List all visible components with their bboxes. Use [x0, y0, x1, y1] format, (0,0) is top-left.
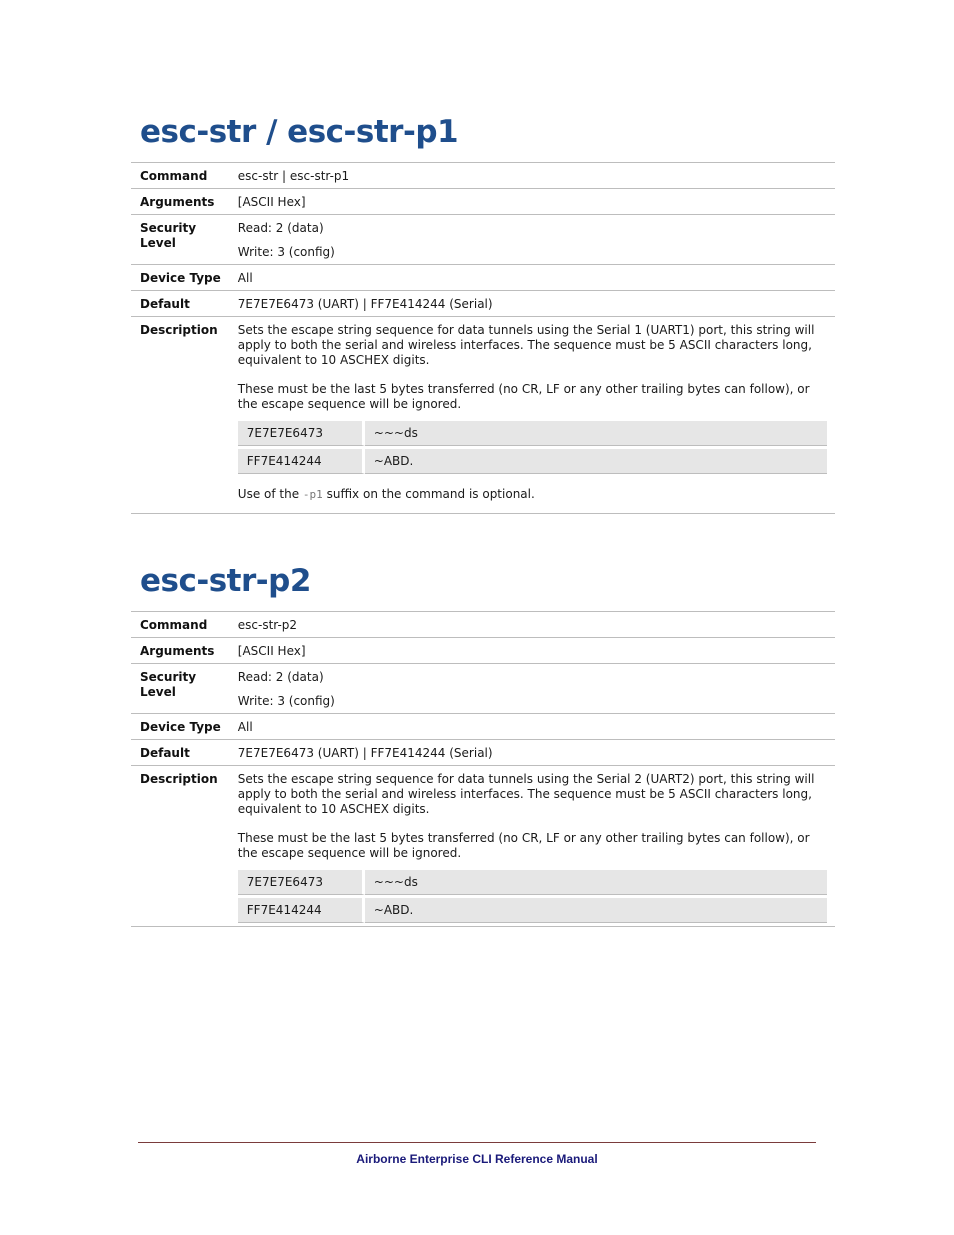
- row-security-level: [131, 664, 835, 714]
- label-security: Security: [140, 221, 197, 235]
- row-command: [131, 163, 835, 189]
- value-device-type: All: [229, 714, 835, 740]
- value-security-level: [229, 215, 835, 265]
- example-hex: 7E7E7E6473: [238, 870, 365, 895]
- value-default: 7E7E7E6473 (UART) | FF7E414244 (Serial): [229, 740, 835, 766]
- description-paragraph-2: These must be the last 5 bytes transferred (no CR, LF or any other trailing bytes can follow), or the escape sequence will be ignored.: [237, 382, 810, 411]
- label-default: Default: [131, 291, 229, 317]
- example-row: [238, 421, 827, 446]
- label-description: Description: [131, 766, 229, 927]
- example-hex: FF7E414244: [238, 898, 365, 923]
- label-arguments: Arguments: [131, 189, 229, 215]
- suffix-note: [238, 487, 827, 502]
- suffix-code: -p1: [302, 488, 323, 501]
- security-write: Write: 3 (config): [237, 245, 335, 259]
- label-security-level: [131, 215, 229, 265]
- value-arguments: [ASCII Hex]: [229, 638, 835, 664]
- label-default: Default: [131, 740, 229, 766]
- label-security: Security: [140, 670, 197, 684]
- description-paragraph-1: Sets the escape string sequence for data tunnels using the Serial 1 (UART1) port, this string will apply to both the serial and wireless interfaces. The sequence must be 5 ASCII characters long, equivalent to 10 ASCHEX digits.: [237, 323, 815, 367]
- row-device-type: [131, 714, 835, 740]
- footer-divider: [138, 1142, 816, 1143]
- footer-title: Airborne Enterprise CLI Reference Manual: [356, 1152, 598, 1166]
- example-hex: FF7E414244: [238, 449, 365, 474]
- section-esc-str-p1: [131, 114, 821, 514]
- row-default: [131, 291, 835, 317]
- label-security-level: [131, 664, 229, 714]
- example-ascii: ~ABD.: [365, 898, 827, 923]
- example-ascii: ~~~ds: [365, 870, 827, 895]
- value-arguments: [ASCII Hex]: [229, 189, 835, 215]
- label-device-type: Device Type: [131, 714, 229, 740]
- example-row: [238, 449, 827, 474]
- label-arguments: Arguments: [131, 638, 229, 664]
- row-command: [131, 612, 835, 638]
- row-default: [131, 740, 835, 766]
- suffix-note-pre: Use of the: [237, 487, 303, 501]
- label-command: Command: [131, 612, 229, 638]
- row-description: [131, 766, 835, 927]
- example-row: [238, 870, 827, 895]
- security-read: Read: 2 (data): [237, 221, 324, 235]
- value-description: [229, 317, 835, 514]
- examples-table: [238, 867, 827, 926]
- label-level: Level: [140, 685, 176, 699]
- row-device-type: [131, 265, 835, 291]
- row-arguments: [131, 189, 835, 215]
- section-title: esc-str-p2: [140, 563, 311, 599]
- label-description: Description: [131, 317, 229, 514]
- suffix-note-post: suffix on the command is optional.: [322, 487, 535, 501]
- examples-table: [238, 418, 827, 477]
- security-read: Read: 2 (data): [237, 670, 324, 684]
- section-title: esc-str / esc-str-p1: [140, 114, 459, 150]
- description-paragraph-2: These must be the last 5 bytes transferred (no CR, LF or any other trailing bytes can follow), or the escape sequence will be ignored.: [237, 831, 810, 860]
- value-description: [229, 766, 835, 927]
- value-security-level: [229, 664, 835, 714]
- example-ascii: ~ABD.: [365, 449, 827, 474]
- value-default: 7E7E7E6473 (UART) | FF7E414244 (Serial): [229, 291, 835, 317]
- security-write: Write: 3 (config): [237, 694, 335, 708]
- label-level: Level: [140, 236, 176, 250]
- label-device-type: Device Type: [131, 265, 229, 291]
- section-esc-str-p2: [131, 563, 821, 927]
- command-table: [131, 162, 835, 514]
- description-paragraph-1: Sets the escape string sequence for data tunnels using the Serial 2 (UART2) port, this string will apply to both the serial and wireless interfaces. The sequence must be 5 ASCII characters long, equivalent to 10 ASCHEX digits.: [237, 772, 815, 816]
- value-device-type: All: [229, 265, 835, 291]
- row-arguments: [131, 638, 835, 664]
- example-row: [238, 898, 827, 923]
- value-command: esc-str-p2: [229, 612, 835, 638]
- row-security-level: [131, 215, 835, 265]
- row-description: [131, 317, 835, 514]
- example-ascii: ~~~ds: [365, 421, 827, 446]
- value-command: esc-str | esc-str-p1: [229, 163, 835, 189]
- example-hex: 7E7E7E6473: [238, 421, 365, 446]
- command-table: [131, 611, 835, 927]
- label-command: Command: [131, 163, 229, 189]
